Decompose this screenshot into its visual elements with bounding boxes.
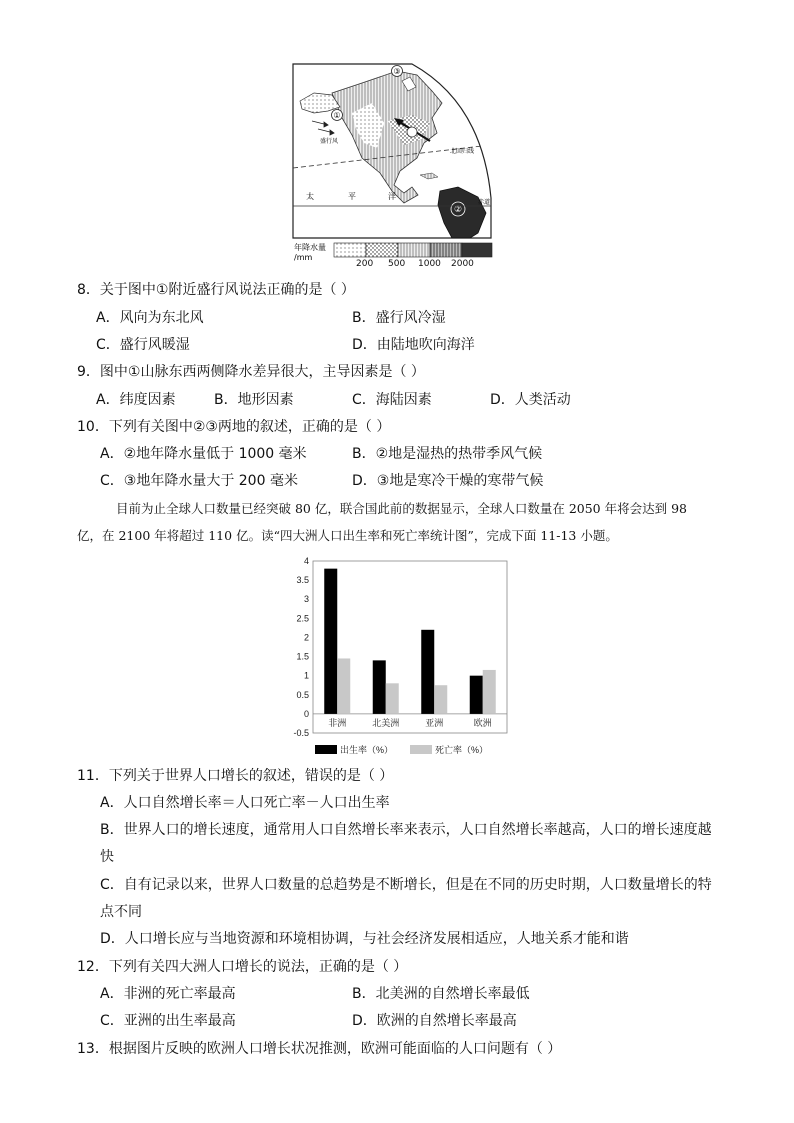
label-equator: 赤道 [478,199,491,206]
y-tick-label: 2.5 [296,613,309,624]
y-tick-label: 1 [303,670,309,681]
question-10-option-d[interactable]: D．③地是寒冷干燥的寒带气候 [352,473,544,489]
question-9-option-c[interactable]: C．海陆因素 [352,392,432,408]
question-8-option-b[interactable]: B．盛行风冷湿 [352,310,446,326]
legend-box-3 [398,243,430,257]
question-13-stem: 13．根据图片反映的欧洲人口增长状况推测，欧洲可能面临的人口问题有（ ） [77,1041,562,1057]
label-tropic: 北回归线 [450,148,475,155]
bar-birth-2 [421,630,434,714]
bar-birth-3 [470,676,483,714]
legend-box-4 [430,243,462,257]
question-10-option-c[interactable]: C．③地年降水量大于 200 毫米 [100,473,298,489]
passage-line-2: 亿，在 2100 年将超过 110 亿。读“四大洲人口出生率和死亡率统计图”，完成下面 11-13 小题。 [77,528,618,543]
legend-swatch [315,745,337,754]
question-9-option-a[interactable]: A．纬度因素 [96,392,176,408]
legend-label: 出生率（%） [340,745,394,755]
bar-birth-1 [373,660,386,714]
label-ocean-b: 平 [348,192,356,201]
category-label: 非洲 [328,717,347,728]
question-10-option-a[interactable]: A．②地年降水量低于 1000 毫米 [100,446,307,462]
legend-unit: /mm [294,253,313,262]
legend-box-2 [366,243,398,257]
question-12-option-b[interactable]: B．北美洲的自然增长率最低 [352,986,530,1002]
category-label: 欧洲 [473,717,492,728]
legend-tick-500: 500 [388,259,406,269]
y-tick-label: -0.5 [293,728,309,738]
label-circle-3: ③ [393,67,401,76]
bar-death-2 [434,685,447,714]
category-label: 北美洲 [372,717,400,728]
question-10-option-b[interactable]: B．②地是湿热的热带季风气候 [352,446,543,462]
y-tick-label: 3 [303,594,309,605]
region-circle-4 [407,127,417,137]
label-prevailing-wind: 盛行风 [320,138,339,145]
question-11-option-a[interactable]: A．人口自然增长率＝人口死亡率－人口出生率 [100,795,390,811]
legend-title: 年降水量 [294,243,326,252]
label-ocean-a: 太 [306,192,314,201]
bar-death-1 [386,683,399,714]
question-11-option-d[interactable]: D．人口增长应与当地资源和环境相协调，与社会经济发展相适应，人地关系才能和谐 [100,931,629,947]
question-12-option-a[interactable]: A．非洲的死亡率最高 [100,986,236,1002]
question-11-stem: 11．下列关于世界人口增长的叙述，错误的是（ ） [77,768,394,784]
question-11-option-c-line1[interactable]: C．自有记录以来，世界人口数量的总趋势是不断增长，但是在不同的历史时期，人口数量增长的特 [100,877,712,893]
legend-swatch [410,745,432,754]
question-9-stem: 9．图中①山脉东西两侧降水差异很大，主导因素是（ ） [77,364,425,380]
legend-tick-1000: 1000 [418,259,441,269]
passage-line-1: 目前为止全球人口数量已经突破 80 亿，联合国此前的数据显示，全球人口数量在 2050 年将会达到 98 [116,501,687,516]
legend-tick-200: 200 [356,259,374,269]
question-8-stem: 8．关于图中①附近盛行风说法正确的是（ ） [77,282,355,298]
category-label: 亚洲 [425,717,444,728]
bar-death-3 [483,670,496,714]
legend-box-5 [462,243,492,257]
y-tick-label: 0.5 [296,689,309,700]
y-tick-label: 0 [303,708,309,719]
birth-death-rate-chart [285,555,515,760]
question-9-option-b[interactable]: B．地形因素 [214,392,294,408]
map-figure [292,63,494,263]
question-12-stem: 12．下列有关四大洲人口增长的说法，正确的是（ ） [77,959,408,975]
question-11-option-c-line2[interactable]: 点不同 [100,904,142,920]
question-8-option-d[interactable]: D．由陆地吹向海洋 [352,337,475,353]
question-12-option-c[interactable]: C．亚洲的出生率最高 [100,1013,236,1029]
legend-label: 死亡率（%） [435,745,489,755]
question-8-option-a[interactable]: A．风向为东北风 [96,310,204,326]
question-8-option-c[interactable]: C．盛行风暖湿 [96,337,190,353]
bar-death-0 [337,658,350,713]
question-12-option-d[interactable]: D．欧洲的自然增长率最高 [352,1013,517,1029]
label-circle-1: ① [333,111,341,120]
y-tick-label: 2 [303,632,309,643]
y-tick-label: 1.5 [296,651,309,662]
question-9-option-d[interactable]: D．人类活动 [490,392,571,408]
precipitation-map [292,63,494,269]
bar-birth-0 [324,569,337,714]
legend-box-1 [334,243,366,257]
question-10-stem: 10．下列有关图中②③两地的叙述，正确的是（ ） [77,419,391,435]
y-tick-label: 3.5 [296,575,309,586]
legend-tick-2000: 2000 [451,259,474,269]
y-tick-label: 4 [303,556,309,566]
question-11-option-b-line1[interactable]: B．世界人口的增长速度，通常用人口自然增长率来表示，人口自然增长率越高，人口的增长速度越 [100,822,712,838]
chart-svg [285,555,515,760]
label-ocean-c: 洋 [388,192,396,201]
question-11-option-b-line2[interactable]: 快 [100,849,114,865]
label-circle-2: ② [453,205,463,215]
